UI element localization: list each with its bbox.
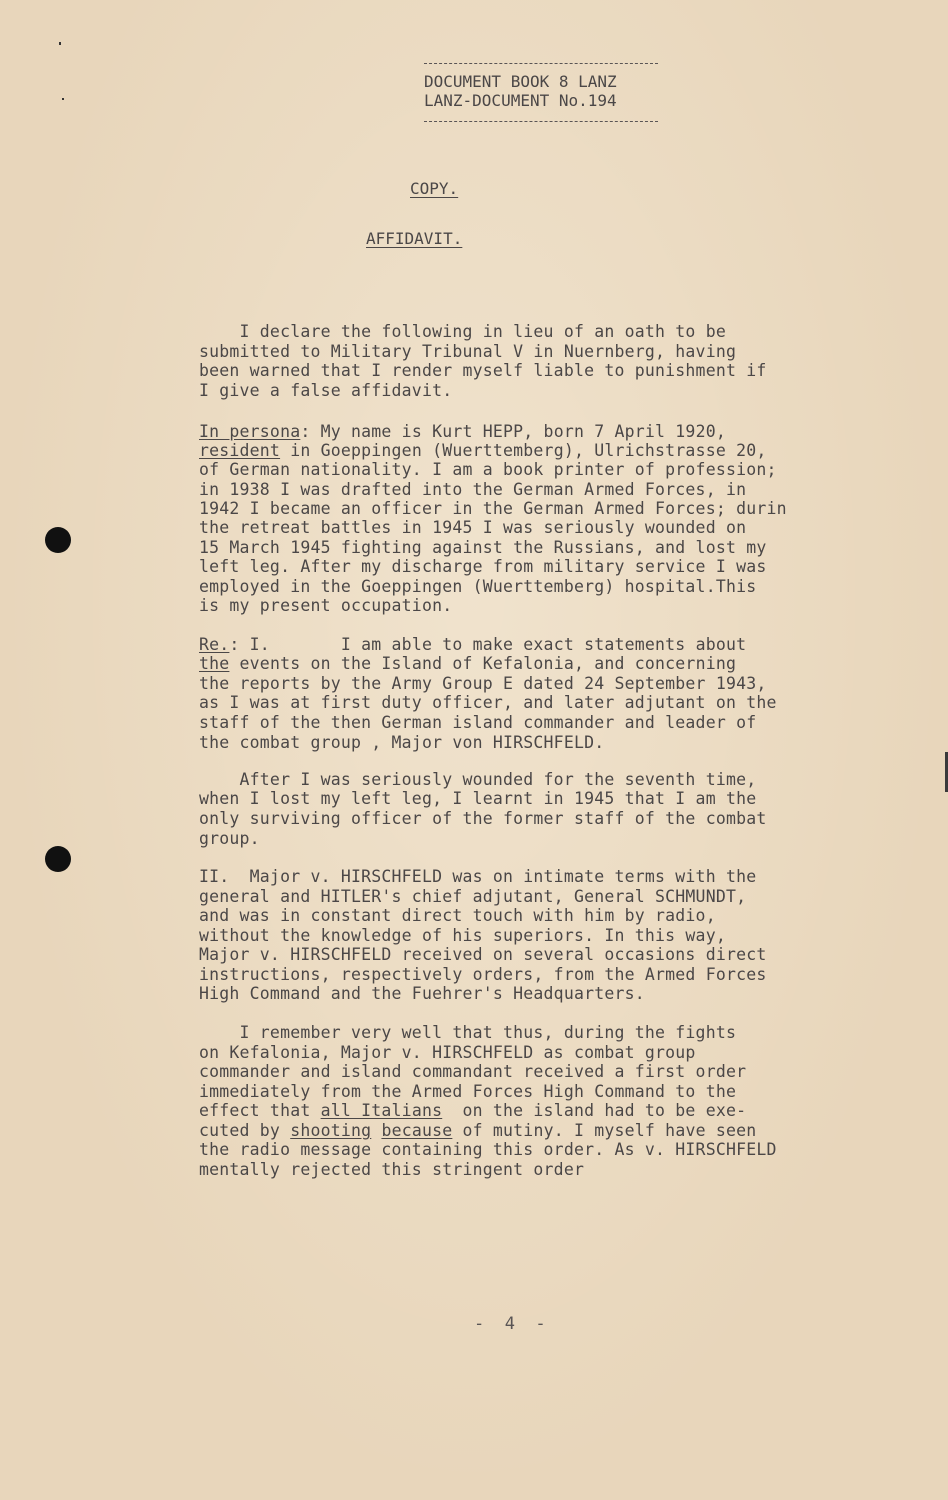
text-span: of mutiny. I myself have seen bbox=[452, 1121, 757, 1140]
text-line: the radio message containing this order. As v. HIRSCHFELD bbox=[199, 1140, 777, 1159]
text-line: High Command and the Fuehrer's Headquarters. bbox=[199, 984, 645, 1003]
text-line: is my present occupation. bbox=[199, 596, 453, 615]
text-line: as I was at first duty officer, and later adjutant on the bbox=[199, 693, 777, 712]
text-line: submitted to Military Tribunal V in Nuernberg, having bbox=[199, 342, 737, 361]
text-line: the reports by the Army Group E dated 24 September 1943, bbox=[199, 674, 767, 693]
resident-word: resident bbox=[199, 441, 281, 460]
text-line bbox=[199, 441, 767, 461]
text-line: employed in the Goeppingen (Wuerttemberg) hospital.This bbox=[199, 577, 757, 596]
text-span bbox=[371, 1121, 381, 1140]
text-line: in 1938 I was drafted into the German Armed Forces, in bbox=[199, 480, 747, 499]
text-line: the retreat battles in 1945 I was seriously wounded on bbox=[199, 518, 747, 537]
text-line: when I lost my left leg, I learnt in 1945 that I am the bbox=[199, 789, 757, 808]
re-label: Re. bbox=[199, 635, 230, 654]
text-line: I declare the following in lieu of an oath to be bbox=[199, 322, 726, 341]
text-line: general and HITLER's chief adjutant, General SCHMUNDT, bbox=[199, 887, 747, 906]
text-line bbox=[199, 422, 726, 442]
text-line: I remember very well that thus, during the fights bbox=[199, 1023, 737, 1042]
text-line: immediately from the Armed Forces High Command to the bbox=[199, 1082, 737, 1101]
text-span: on the island had to be exe- bbox=[442, 1101, 747, 1120]
text-line bbox=[199, 1121, 756, 1141]
punch-hole-top bbox=[45, 527, 71, 553]
text-line: on Kefalonia, Major v. HIRSCHFELD as combat group bbox=[199, 1043, 696, 1062]
page-number: - 4 - bbox=[474, 1314, 546, 1334]
text-line: 1942 I became an officer in the German Armed Forces; durin bbox=[199, 499, 787, 518]
text-line: staff of the then German island commander and leader of bbox=[199, 713, 757, 732]
text-span: cuted by bbox=[199, 1121, 291, 1140]
text-line: After I was seriously wounded for the seventh time, bbox=[199, 770, 757, 789]
text-line: without the knowledge of his superiors. In this way, bbox=[199, 926, 726, 945]
paper-speck bbox=[59, 42, 61, 45]
the-word: the bbox=[199, 654, 230, 673]
because-word: because bbox=[381, 1121, 453, 1140]
text-line: Major v. HIRSCHFELD received on several occasions direct bbox=[199, 945, 767, 964]
punch-hole-bottom bbox=[45, 846, 71, 872]
all-italians-phrase: all Italians bbox=[320, 1101, 443, 1120]
text-line: the combat group , Major von HIRSCHFELD. bbox=[199, 733, 605, 752]
text-line bbox=[199, 654, 736, 674]
text-line bbox=[199, 1101, 746, 1121]
text-line: II. Major v. HIRSCHFELD was on intimate terms with the bbox=[199, 867, 757, 886]
text-line: left leg. After my discharge from military service I was bbox=[199, 557, 767, 576]
text-line: group. bbox=[199, 829, 260, 848]
text-line: 15 March 1945 fighting against the Russians, and lost my bbox=[199, 538, 767, 557]
text-span: effect that bbox=[199, 1101, 321, 1120]
text-line: commander and island commandant received a first order bbox=[199, 1062, 747, 1081]
text-span: in Goeppingen (Wuerttemberg), Ulrichstrasse 20, bbox=[280, 441, 767, 460]
text-span: : I. I am able to make exact statements about bbox=[229, 635, 747, 654]
text-line: instructions, respectively orders, from the Armed Forces bbox=[199, 965, 767, 984]
text-line: and was in constant direct touch with him by radio, bbox=[199, 906, 716, 925]
in-persona-label: In persona bbox=[199, 422, 301, 441]
text-line: of German nationality. I am a book printer of profession; bbox=[199, 460, 777, 479]
copy-title: COPY. bbox=[410, 179, 459, 198]
affidavit-title: AFFIDAVIT. bbox=[366, 229, 463, 248]
paper-speck bbox=[62, 98, 64, 100]
text-line: been warned that I render myself liable to punishment if bbox=[199, 361, 767, 380]
text-line: mentally rejected this stringent order bbox=[199, 1160, 585, 1179]
document-number-label: LANZ-DOCUMENT No.194 bbox=[424, 91, 617, 110]
text-line: only surviving officer of the former staff of the combat bbox=[199, 809, 767, 828]
shooting-word: shooting bbox=[290, 1121, 372, 1140]
text-line: I give a false affidavit. bbox=[199, 381, 453, 400]
text-span: events on the Island of Kefalonia, and concerning bbox=[229, 654, 737, 673]
text-line bbox=[199, 635, 746, 655]
affidavit-body bbox=[199, 0, 939, 1500]
document-book-label: DOCUMENT BOOK 8 LANZ bbox=[424, 72, 617, 91]
text-span: : My name is Kurt HEPP, born 7 April 1920, bbox=[300, 422, 726, 441]
